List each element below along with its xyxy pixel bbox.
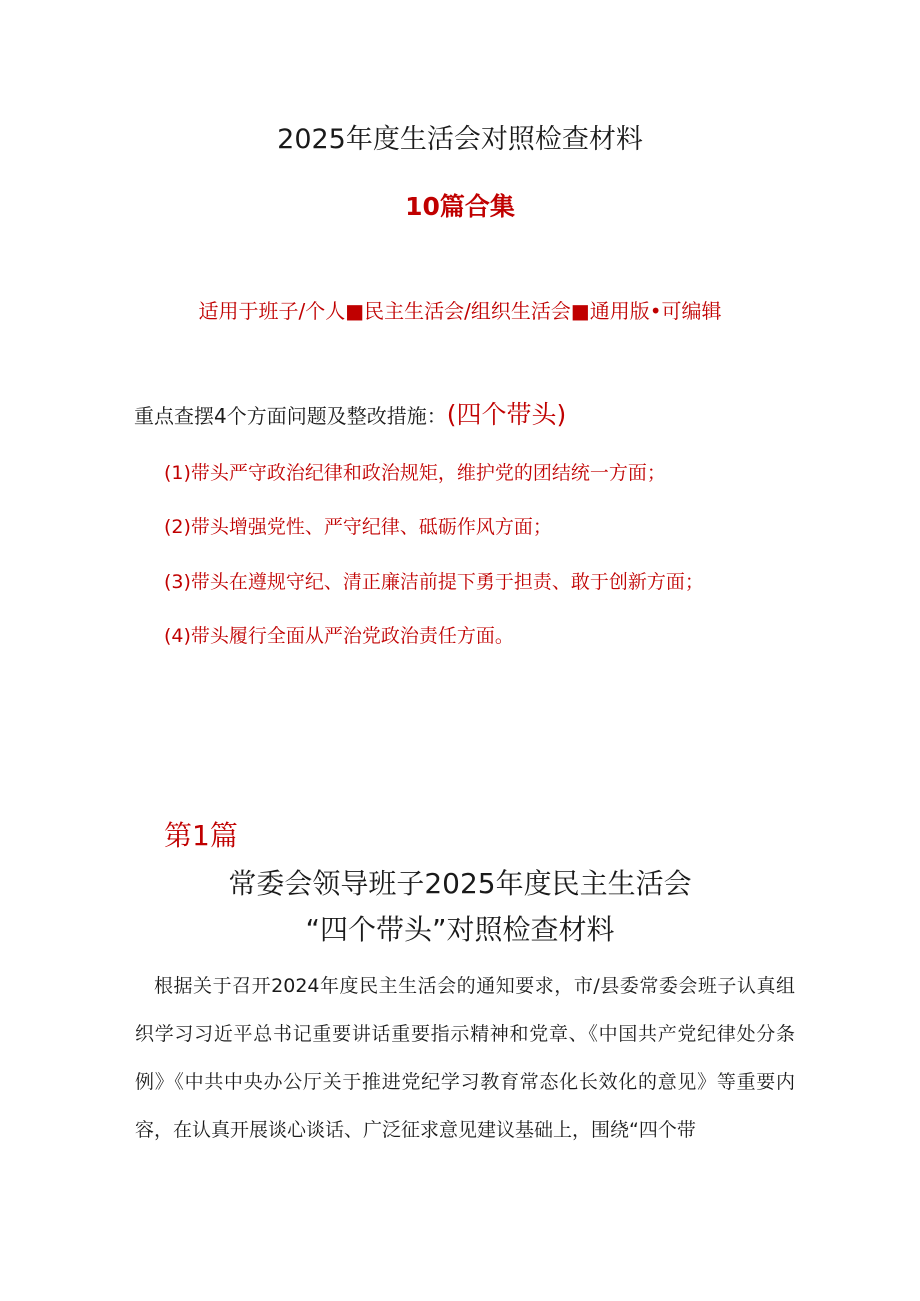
part-label: 第1篇	[164, 819, 238, 852]
article-body: 根据关于召开2024年度民主生活会的通知要求，市/县委常委会班子认真组织学习习近平总书记重要讲话重要指示精神和党章、《中国共产党纪律处分条例》《中共中央办公厅关于推进党纪学习教育常态化长效化的意见》等重要内容，在认真开展谈心谈话、广泛征求意见建议基础上，围绕“四个带	[135, 975, 795, 1141]
scope-line: 适用于班子/个人■民主生活会/组织生活会■通用版•可编辑	[198, 299, 722, 323]
focus-point: (1)带头严守政治纪律和政治规矩，维护党的团结统一方面；	[164, 462, 666, 484]
focus-point: (2)带头增强党性、严守纪律、砥砺作风方面；	[164, 516, 552, 538]
focus-tag: (四个带头)	[446, 400, 567, 429]
document-title: 2025年度生活会对照检查材料	[277, 124, 643, 155]
focus-point: (4)带头履行全面从严治党政治责任方面。	[164, 625, 514, 647]
focus-heading	[134, 395, 566, 436]
article-title-line2: “四个带头”对照检查材料	[305, 913, 615, 946]
focus-label: 重点查摆4个方面问题及整改措施：	[134, 404, 447, 428]
focus-point: (3)带头在遵规守纪、清正廉洁前提下勇于担责、敢于创新方面；	[164, 571, 704, 593]
collection-subtitle: 10篇合集	[405, 192, 515, 221]
article-title-line1: 常委会领导班子2025年度民主生活会	[228, 867, 692, 900]
